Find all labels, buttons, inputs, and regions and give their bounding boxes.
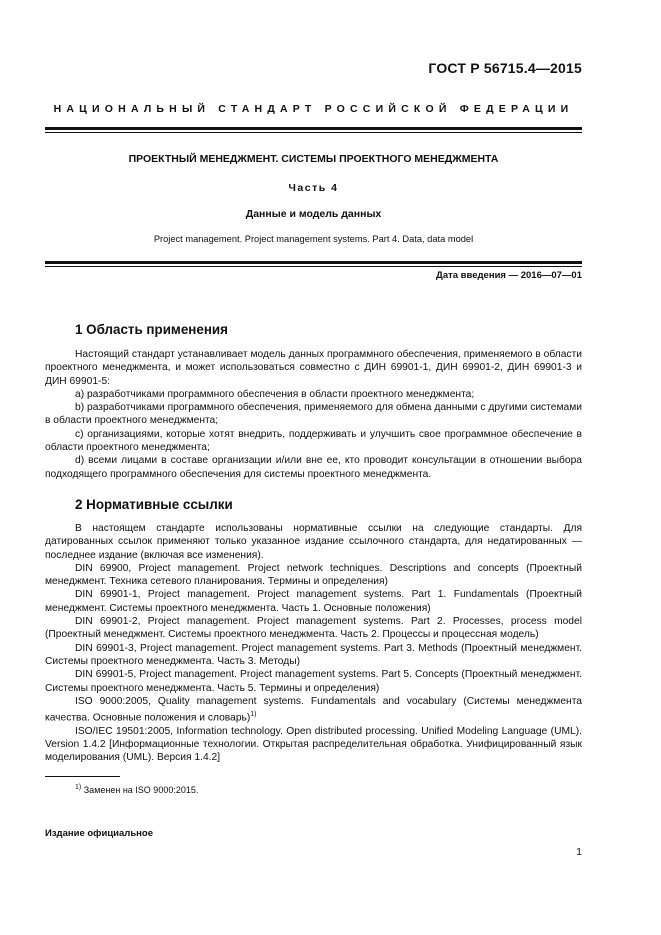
reference-item: DIN 69901-2, Project management. Project management systems. Part 2. Processes, process model (Проектный менеджмент. Системы проектного менеджмента. Часть 2. Процессы и процессная модель) [45, 616, 582, 641]
section1-list-item: b) разработчиками программного обеспечения, применяемого для обмена данными с другими системами в области проектного менеджмента; [45, 402, 582, 427]
national-standard-banner: НАЦИОНАЛЬНЫЙ СТАНДАРТ РОССИЙСКОЙ ФЕДЕРАЦИИ [53, 103, 574, 115]
section1-list-item: c) организациями, которые хотят внедрить, поддерживать и улучшить свое программное обеспечение в области проектного менеджмента; [45, 428, 582, 454]
footnote-text: Заменен на ISO 9000:2015. [83, 785, 199, 795]
section2-heading: 2 Нормативные ссылки [75, 497, 233, 512]
section1-list-item: d) всеми лицами в составе организации и/или вне ее, кто проводит консультации в отношении выбора подходящего программного обеспечения для системы проектного менеджмента. [45, 455, 582, 480]
document-code: ГОСТ Р 56715.4—2015 [428, 60, 582, 76]
section1-heading: 1 Область применения [75, 322, 228, 337]
reference-item: DIN 69901-1, Project management. Project management systems. Part 1. Fundamentals (Проектный менеджмент. Системы проектного менеджмента. Часть 1. Основные положения) [45, 589, 582, 614]
part-label: Часть 4 [288, 182, 339, 194]
section2-paragraph: В настоящем стандарте использованы нормативные ссылки на следующие стандарты. Для датированных ссылок применяют только указанное издание ссылочного стандарта, для недатированных — последнее издание (включая все изменения). [45, 523, 582, 561]
section1-list-item: a) разработчиками программного обеспечения в области проектного менеджмента; [75, 388, 475, 400]
footnote-ref[interactable]: 1) [250, 711, 257, 719]
introduction-date: Дата введения — 2016—07—01 [436, 270, 582, 281]
section1-body [45, 348, 582, 481]
reference-item-iso9000 [45, 695, 582, 725]
part-subtitle: Данные и модель данных [245, 208, 382, 220]
title-rule-thick [45, 261, 582, 264]
standard-title: ПРОЕКТНЫЙ МЕНЕДЖМЕНТ. СИСТЕМЫ ПРОЕКТНОГО МЕНЕДЖМЕНТА [128, 153, 499, 165]
reference-item: DIN 69901-3, Project management. Project management systems. Part 3. Methods (Проектный менеджмент. Системы проектного менеджмента. Часть 3. Методы) [45, 642, 582, 667]
header-rule-thick [45, 127, 582, 130]
header-rule-thin [45, 132, 582, 133]
footnote-marker: 1) [75, 784, 82, 791]
footnote-rule [45, 776, 120, 777]
official-edition-label: Издание официальное [45, 828, 153, 839]
footnote [75, 784, 198, 795]
reference-item: ISO/IEC 19501:2005, Information technology. Open distributed processing. Unified Modeling Language (UML). Version 1.4.2 [Информационные технологии. Открытая распределительная обработка. Унифицированный язык моделирования (UML). Версия 1.4.2] [45, 725, 582, 764]
section2-body [45, 522, 582, 765]
reference-item: DIN 69901-5, Project management. Project management systems. Part 5. Concepts (Проектный менеджмент. Системы проектного менеджмента. Часть 5. Термины и определения) [45, 669, 582, 694]
page-number: 1 [576, 846, 582, 858]
reference-text: ISO 9000:2005, Quality management systems. Fundamentals and vocabulary (Системы менеджмента качества. Основные положения и словарь) [45, 695, 582, 724]
title-rule-thin [45, 266, 582, 267]
reference-item: DIN 69900, Project management. Project network techniques. Descriptions and concepts (Проектный менеджмент. Техника сетевого планирования. Термины и определения) [45, 562, 582, 588]
section1-paragraph: Настоящий стандарт устанавливает модель данных программного обеспечения, применяемого в области проектного менеджмента, и может использоваться совместно с ДИН 69901-1, ДИН 69901-2, ДИН 69901-3 и ДИН 69901-5: [45, 349, 582, 387]
english-title: Project management. Project management systems. Part 4. Data, data model [153, 234, 474, 244]
